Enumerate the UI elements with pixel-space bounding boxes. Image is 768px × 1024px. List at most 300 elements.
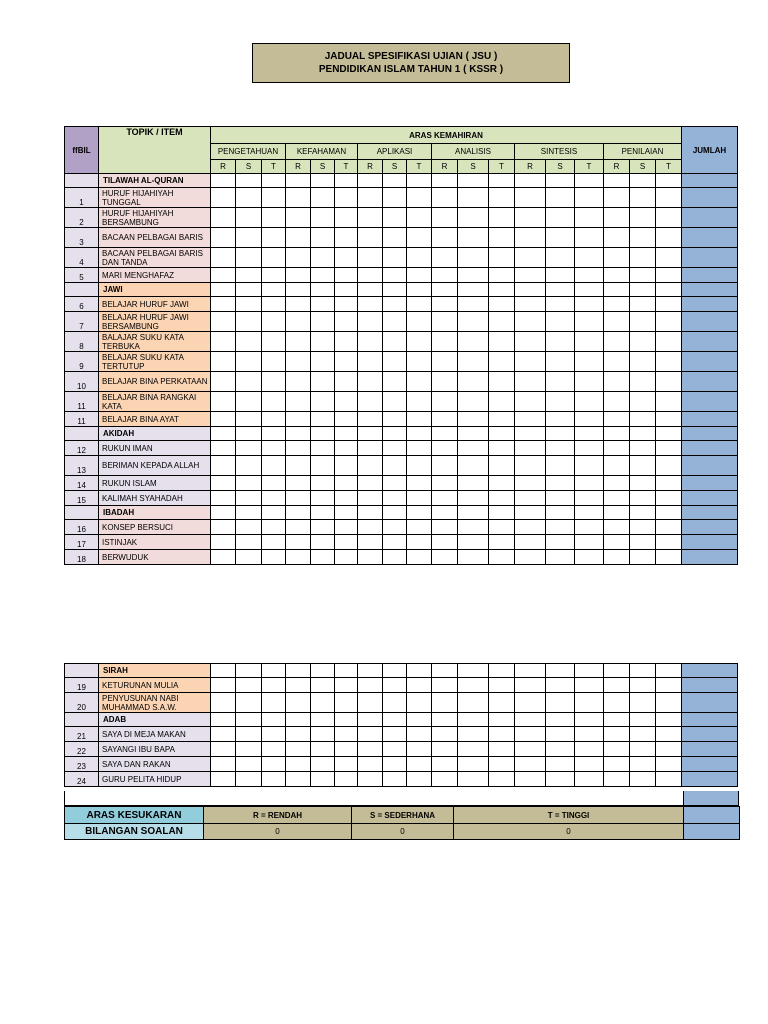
score-cell[interactable] [262, 550, 286, 565]
score-cell[interactable] [489, 412, 515, 427]
score-cell[interactable] [383, 228, 407, 248]
score-cell[interactable] [358, 476, 383, 491]
score-cell[interactable] [656, 208, 682, 228]
score-cell[interactable] [262, 664, 286, 678]
score-cell[interactable] [286, 268, 311, 283]
score-cell[interactable] [236, 757, 262, 772]
score-cell[interactable] [211, 372, 236, 392]
score-cell[interactable] [575, 268, 604, 283]
score-cell[interactable] [383, 441, 407, 456]
score-cell[interactable] [630, 757, 656, 772]
score-cell[interactable] [432, 550, 458, 565]
score-cell[interactable] [575, 188, 604, 208]
score-cell[interactable] [656, 713, 682, 727]
score-cell[interactable] [407, 312, 432, 332]
score-cell[interactable] [311, 427, 335, 441]
score-cell[interactable] [211, 412, 236, 427]
score-cell[interactable] [489, 352, 515, 372]
score-cell[interactable] [335, 550, 358, 565]
score-cell[interactable] [335, 228, 358, 248]
score-cell[interactable] [575, 757, 604, 772]
score-cell[interactable] [604, 297, 630, 312]
score-cell[interactable] [604, 352, 630, 372]
score-cell[interactable] [407, 456, 432, 476]
score-cell[interactable] [458, 352, 489, 372]
score-cell[interactable] [458, 476, 489, 491]
score-cell[interactable] [262, 713, 286, 727]
score-cell[interactable] [335, 372, 358, 392]
score-cell[interactable] [236, 456, 262, 476]
score-cell[interactable] [236, 693, 262, 713]
score-cell[interactable] [656, 372, 682, 392]
score-cell[interactable] [383, 693, 407, 713]
score-cell[interactable] [515, 693, 546, 713]
score-cell[interactable] [262, 476, 286, 491]
score-cell[interactable] [575, 412, 604, 427]
score-cell[interactable] [604, 312, 630, 332]
score-cell[interactable] [432, 174, 458, 188]
score-cell[interactable] [236, 550, 262, 565]
score-cell[interactable] [311, 772, 335, 787]
score-cell[interactable] [311, 352, 335, 372]
score-cell[interactable] [515, 228, 546, 248]
score-cell[interactable] [458, 248, 489, 268]
score-cell[interactable] [515, 208, 546, 228]
score-cell[interactable] [432, 412, 458, 427]
score-cell[interactable] [236, 188, 262, 208]
score-cell[interactable] [575, 742, 604, 757]
score-cell[interactable] [407, 535, 432, 550]
score-cell[interactable] [286, 535, 311, 550]
score-cell[interactable] [575, 248, 604, 268]
score-cell[interactable] [489, 372, 515, 392]
score-cell[interactable] [262, 248, 286, 268]
score-cell[interactable] [383, 372, 407, 392]
score-cell[interactable] [546, 742, 575, 757]
score-cell[interactable] [311, 693, 335, 713]
score-cell[interactable] [236, 312, 262, 332]
score-cell[interactable] [286, 664, 311, 678]
score-cell[interactable] [236, 332, 262, 352]
score-cell[interactable] [656, 297, 682, 312]
score-cell[interactable] [286, 727, 311, 742]
score-cell[interactable] [432, 228, 458, 248]
score-cell[interactable] [604, 727, 630, 742]
score-cell[interactable] [383, 427, 407, 441]
score-cell[interactable] [575, 283, 604, 297]
score-cell[interactable] [432, 678, 458, 693]
score-cell[interactable] [335, 248, 358, 268]
score-cell[interactable] [236, 441, 262, 456]
score-cell[interactable] [236, 228, 262, 248]
score-cell[interactable] [262, 506, 286, 520]
score-cell[interactable] [604, 742, 630, 757]
score-cell[interactable] [211, 742, 236, 757]
score-cell[interactable] [432, 727, 458, 742]
score-cell[interactable] [311, 713, 335, 727]
score-cell[interactable] [575, 456, 604, 476]
score-cell[interactable] [286, 476, 311, 491]
score-cell[interactable] [407, 476, 432, 491]
score-cell[interactable] [236, 506, 262, 520]
score-cell[interactable] [604, 520, 630, 535]
score-cell[interactable] [489, 693, 515, 713]
score-cell[interactable] [407, 283, 432, 297]
score-cell[interactable] [575, 312, 604, 332]
score-cell[interactable] [335, 506, 358, 520]
score-cell[interactable] [630, 412, 656, 427]
score-cell[interactable] [546, 772, 575, 787]
score-cell[interactable] [262, 283, 286, 297]
score-cell[interactable] [358, 491, 383, 506]
score-cell[interactable] [630, 664, 656, 678]
score-cell[interactable] [515, 188, 546, 208]
score-cell[interactable] [546, 441, 575, 456]
score-cell[interactable] [604, 456, 630, 476]
score-cell[interactable] [358, 248, 383, 268]
score-cell[interactable] [211, 312, 236, 332]
score-cell[interactable] [489, 742, 515, 757]
score-cell[interactable] [656, 441, 682, 456]
score-cell[interactable] [358, 535, 383, 550]
score-cell[interactable] [604, 228, 630, 248]
score-cell[interactable] [515, 352, 546, 372]
score-cell[interactable] [335, 456, 358, 476]
score-cell[interactable] [489, 664, 515, 678]
score-cell[interactable] [515, 520, 546, 535]
score-cell[interactable] [236, 535, 262, 550]
score-cell[interactable] [489, 283, 515, 297]
score-cell[interactable] [630, 174, 656, 188]
score-cell[interactable] [286, 456, 311, 476]
score-cell[interactable] [458, 297, 489, 312]
score-cell[interactable] [656, 678, 682, 693]
score-cell[interactable] [604, 427, 630, 441]
score-cell[interactable] [358, 392, 383, 412]
score-cell[interactable] [515, 664, 546, 678]
score-cell[interactable] [407, 506, 432, 520]
score-cell[interactable] [458, 491, 489, 506]
score-cell[interactable] [546, 757, 575, 772]
score-cell[interactable] [335, 392, 358, 412]
score-cell[interactable] [407, 248, 432, 268]
score-cell[interactable] [432, 248, 458, 268]
score-cell[interactable] [358, 727, 383, 742]
score-cell[interactable] [407, 757, 432, 772]
score-cell[interactable] [656, 228, 682, 248]
score-cell[interactable] [656, 491, 682, 506]
score-cell[interactable] [311, 297, 335, 312]
score-cell[interactable] [286, 174, 311, 188]
score-cell[interactable] [335, 427, 358, 441]
score-cell[interactable] [604, 372, 630, 392]
score-cell[interactable] [546, 188, 575, 208]
score-cell[interactable] [656, 520, 682, 535]
score-cell[interactable] [407, 427, 432, 441]
score-cell[interactable] [432, 757, 458, 772]
score-cell[interactable] [458, 412, 489, 427]
score-cell[interactable] [335, 491, 358, 506]
score-cell[interactable] [515, 456, 546, 476]
score-cell[interactable] [515, 412, 546, 427]
score-cell[interactable] [335, 757, 358, 772]
score-cell[interactable] [211, 506, 236, 520]
score-cell[interactable] [211, 352, 236, 372]
score-cell[interactable] [432, 427, 458, 441]
score-cell[interactable] [311, 412, 335, 427]
score-cell[interactable] [604, 535, 630, 550]
score-cell[interactable] [286, 506, 311, 520]
score-cell[interactable] [432, 352, 458, 372]
score-cell[interactable] [262, 174, 286, 188]
score-cell[interactable] [656, 664, 682, 678]
score-cell[interactable] [515, 742, 546, 757]
score-cell[interactable] [236, 713, 262, 727]
score-cell[interactable] [604, 332, 630, 352]
score-cell[interactable] [630, 312, 656, 332]
score-cell[interactable] [630, 693, 656, 713]
score-cell[interactable] [575, 693, 604, 713]
score-cell[interactable] [604, 208, 630, 228]
score-cell[interactable] [383, 208, 407, 228]
score-cell[interactable] [630, 742, 656, 757]
score-cell[interactable] [575, 332, 604, 352]
score-cell[interactable] [311, 268, 335, 283]
score-cell[interactable] [286, 352, 311, 372]
score-cell[interactable] [383, 174, 407, 188]
score-cell[interactable] [311, 757, 335, 772]
score-cell[interactable] [211, 693, 236, 713]
score-cell[interactable] [432, 372, 458, 392]
score-cell[interactable] [546, 248, 575, 268]
score-cell[interactable] [515, 372, 546, 392]
score-cell[interactable] [458, 678, 489, 693]
score-cell[interactable] [286, 312, 311, 332]
score-cell[interactable] [311, 550, 335, 565]
score-cell[interactable] [407, 372, 432, 392]
score-cell[interactable] [630, 228, 656, 248]
score-cell[interactable] [656, 412, 682, 427]
score-cell[interactable] [656, 248, 682, 268]
score-cell[interactable] [358, 427, 383, 441]
score-cell[interactable] [489, 772, 515, 787]
score-cell[interactable] [432, 520, 458, 535]
score-cell[interactable] [383, 678, 407, 693]
score-cell[interactable] [546, 372, 575, 392]
score-cell[interactable] [546, 456, 575, 476]
score-cell[interactable] [407, 742, 432, 757]
score-cell[interactable] [358, 520, 383, 535]
score-cell[interactable] [311, 228, 335, 248]
score-cell[interactable] [458, 283, 489, 297]
score-cell[interactable] [262, 312, 286, 332]
score-cell[interactable] [335, 713, 358, 727]
score-cell[interactable] [262, 297, 286, 312]
score-cell[interactable] [211, 772, 236, 787]
score-cell[interactable] [262, 372, 286, 392]
score-cell[interactable] [335, 664, 358, 678]
score-cell[interactable] [311, 520, 335, 535]
score-cell[interactable] [604, 550, 630, 565]
score-cell[interactable] [575, 550, 604, 565]
score-cell[interactable] [546, 392, 575, 412]
score-cell[interactable] [604, 678, 630, 693]
score-cell[interactable] [546, 332, 575, 352]
score-cell[interactable] [515, 713, 546, 727]
score-cell[interactable] [358, 713, 383, 727]
score-cell[interactable] [575, 392, 604, 412]
score-cell[interactable] [358, 283, 383, 297]
score-cell[interactable] [358, 772, 383, 787]
score-cell[interactable] [335, 174, 358, 188]
score-cell[interactable] [604, 693, 630, 713]
score-cell[interactable] [358, 441, 383, 456]
score-cell[interactable] [286, 742, 311, 757]
score-cell[interactable] [575, 352, 604, 372]
score-cell[interactable] [546, 174, 575, 188]
score-cell[interactable] [656, 476, 682, 491]
score-cell[interactable] [407, 491, 432, 506]
score-cell[interactable] [575, 713, 604, 727]
score-cell[interactable] [358, 297, 383, 312]
score-cell[interactable] [262, 332, 286, 352]
score-cell[interactable] [262, 757, 286, 772]
score-cell[interactable] [489, 208, 515, 228]
score-cell[interactable] [604, 268, 630, 283]
score-cell[interactable] [407, 550, 432, 565]
score-cell[interactable] [630, 476, 656, 491]
score-cell[interactable] [335, 412, 358, 427]
score-cell[interactable] [630, 372, 656, 392]
score-cell[interactable] [575, 476, 604, 491]
score-cell[interactable] [358, 312, 383, 332]
score-cell[interactable] [546, 352, 575, 372]
score-cell[interactable] [358, 678, 383, 693]
score-cell[interactable] [458, 441, 489, 456]
score-cell[interactable] [656, 693, 682, 713]
score-cell[interactable] [358, 506, 383, 520]
score-cell[interactable] [211, 491, 236, 506]
score-cell[interactable] [335, 678, 358, 693]
score-cell[interactable] [311, 441, 335, 456]
score-cell[interactable] [211, 297, 236, 312]
score-cell[interactable] [358, 742, 383, 757]
score-cell[interactable] [286, 228, 311, 248]
score-cell[interactable] [236, 372, 262, 392]
score-cell[interactable] [515, 727, 546, 742]
score-cell[interactable] [262, 772, 286, 787]
score-cell[interactable] [489, 332, 515, 352]
score-cell[interactable] [311, 372, 335, 392]
score-cell[interactable] [286, 427, 311, 441]
score-cell[interactable] [546, 535, 575, 550]
score-cell[interactable] [604, 174, 630, 188]
score-cell[interactable] [630, 678, 656, 693]
score-cell[interactable] [236, 664, 262, 678]
score-cell[interactable] [432, 491, 458, 506]
score-cell[interactable] [383, 188, 407, 208]
score-cell[interactable] [489, 268, 515, 283]
score-cell[interactable] [211, 664, 236, 678]
score-cell[interactable] [432, 772, 458, 787]
score-cell[interactable] [286, 693, 311, 713]
score-cell[interactable] [575, 506, 604, 520]
score-cell[interactable] [358, 456, 383, 476]
score-cell[interactable] [383, 352, 407, 372]
score-cell[interactable] [335, 283, 358, 297]
score-cell[interactable] [211, 441, 236, 456]
score-cell[interactable] [211, 248, 236, 268]
score-cell[interactable] [383, 248, 407, 268]
score-cell[interactable] [604, 412, 630, 427]
score-cell[interactable] [458, 757, 489, 772]
score-cell[interactable] [335, 441, 358, 456]
score-cell[interactable] [432, 188, 458, 208]
score-cell[interactable] [262, 727, 286, 742]
score-cell[interactable] [432, 312, 458, 332]
score-cell[interactable] [604, 476, 630, 491]
score-cell[interactable] [630, 441, 656, 456]
score-cell[interactable] [262, 412, 286, 427]
score-cell[interactable] [458, 664, 489, 678]
score-cell[interactable] [515, 174, 546, 188]
score-cell[interactable] [358, 757, 383, 772]
score-cell[interactable] [458, 693, 489, 713]
score-cell[interactable] [546, 491, 575, 506]
score-cell[interactable] [656, 352, 682, 372]
score-cell[interactable] [546, 550, 575, 565]
score-cell[interactable] [211, 757, 236, 772]
score-cell[interactable] [575, 491, 604, 506]
score-cell[interactable] [286, 441, 311, 456]
score-cell[interactable] [575, 441, 604, 456]
score-cell[interactable] [432, 297, 458, 312]
score-cell[interactable] [604, 491, 630, 506]
score-cell[interactable] [358, 372, 383, 392]
score-cell[interactable] [656, 188, 682, 208]
score-cell[interactable] [311, 332, 335, 352]
score-cell[interactable] [432, 441, 458, 456]
score-cell[interactable] [489, 727, 515, 742]
score-cell[interactable] [335, 772, 358, 787]
score-cell[interactable] [515, 491, 546, 506]
score-cell[interactable] [546, 427, 575, 441]
score-cell[interactable] [236, 727, 262, 742]
score-cell[interactable] [236, 491, 262, 506]
score-cell[interactable] [407, 332, 432, 352]
score-cell[interactable] [262, 693, 286, 713]
score-cell[interactable] [515, 678, 546, 693]
score-cell[interactable] [515, 506, 546, 520]
score-cell[interactable] [335, 727, 358, 742]
score-cell[interactable] [515, 535, 546, 550]
score-cell[interactable] [262, 352, 286, 372]
score-cell[interactable] [630, 456, 656, 476]
score-cell[interactable] [407, 297, 432, 312]
score-cell[interactable] [211, 427, 236, 441]
score-cell[interactable] [383, 283, 407, 297]
score-cell[interactable] [286, 520, 311, 535]
score-cell[interactable] [575, 664, 604, 678]
score-cell[interactable] [236, 520, 262, 535]
score-cell[interactable] [546, 268, 575, 283]
score-cell[interactable] [489, 550, 515, 565]
score-cell[interactable] [383, 664, 407, 678]
score-cell[interactable] [515, 283, 546, 297]
score-cell[interactable] [515, 312, 546, 332]
score-cell[interactable] [236, 427, 262, 441]
score-cell[interactable] [211, 188, 236, 208]
